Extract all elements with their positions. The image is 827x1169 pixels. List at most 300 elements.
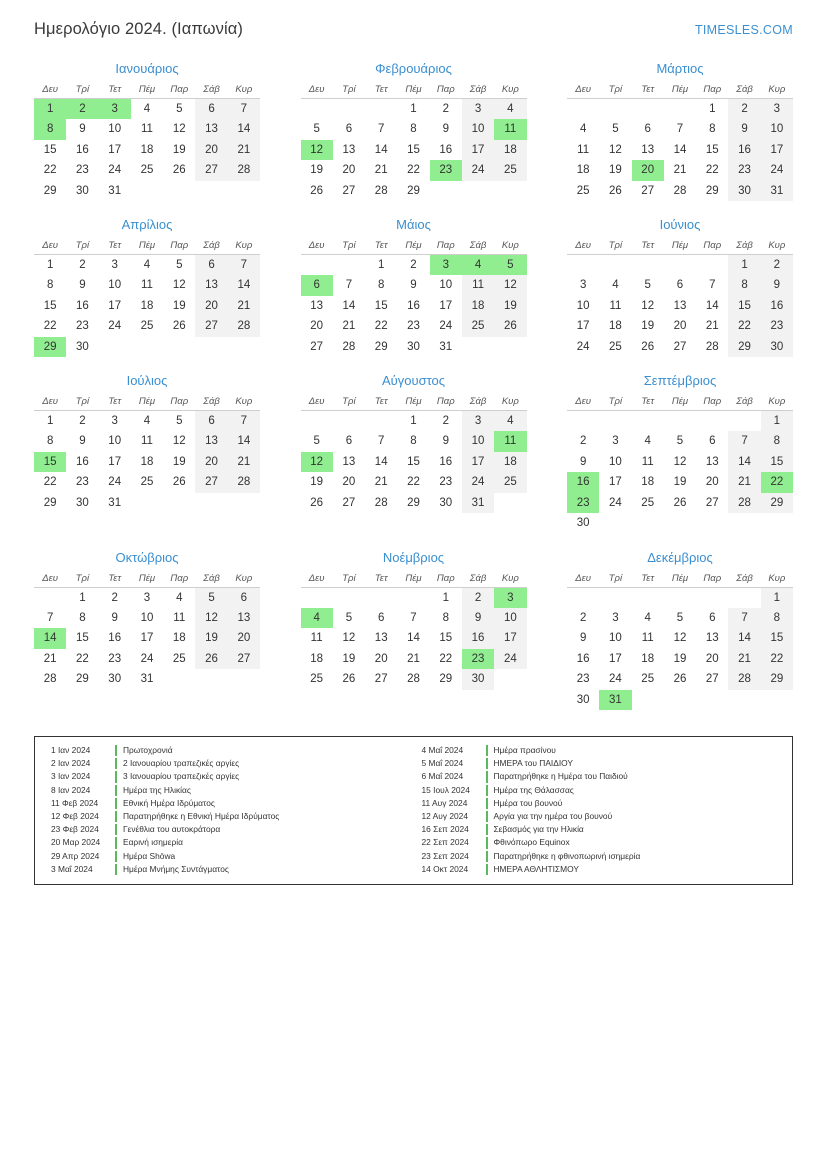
day-cell[interactable]: 24	[576, 340, 590, 353]
day-cell[interactable]: 11	[141, 123, 153, 136]
day-cell[interactable]: 4	[579, 123, 587, 136]
day-cell[interactable]: 9	[111, 611, 118, 624]
day-cell[interactable]: 20	[195, 452, 227, 473]
day-cell[interactable]: 10	[609, 632, 622, 645]
day-cell[interactable]: 9	[79, 435, 86, 448]
day-cell[interactable]: 8	[761, 431, 793, 452]
day-cell[interactable]: 28	[705, 340, 719, 353]
day-cell[interactable]: 4	[176, 591, 183, 604]
day-cell[interactable]: 7	[378, 435, 385, 448]
day-cell[interactable]: 20	[673, 320, 687, 333]
day-cell[interactable]: 7	[228, 99, 260, 120]
day-cell[interactable]: 27	[705, 496, 719, 509]
day-cell[interactable]: 29	[761, 493, 793, 514]
day-cell[interactable]: 12	[609, 143, 622, 156]
day-cell[interactable]: 27	[228, 649, 260, 670]
day-cell[interactable]: 21	[407, 652, 420, 665]
day-cell[interactable]: 14	[342, 299, 356, 312]
day-cell[interactable]: 21	[228, 452, 260, 473]
day-cell[interactable]: 19	[342, 652, 356, 665]
day-cell[interactable]: 22	[705, 164, 719, 177]
day-cell[interactable]: 30	[576, 517, 590, 530]
day-cell[interactable]: 2	[462, 587, 494, 608]
day-cell[interactable]: 4	[612, 279, 619, 292]
day-cell[interactable]: 13	[310, 299, 324, 312]
day-cell[interactable]: 12	[342, 632, 356, 645]
day-cell[interactable]: 29	[76, 673, 89, 686]
day-cell[interactable]: 16	[439, 143, 453, 156]
day-cell[interactable]: 18	[494, 452, 526, 473]
day-cell[interactable]: 5	[644, 279, 651, 292]
day-cell[interactable]: 14	[228, 119, 260, 140]
day-cell[interactable]: 25	[609, 340, 622, 353]
day-cell[interactable]: 6	[195, 411, 227, 432]
day-cell[interactable]: 15	[34, 452, 66, 473]
day-cell[interactable]: 1	[761, 587, 793, 608]
day-cell[interactable]: 30	[439, 496, 453, 509]
day-cell[interactable]: 25	[462, 316, 494, 337]
day-cell[interactable]: 8	[410, 435, 417, 448]
day-cell[interactable]: 22	[439, 652, 453, 665]
day-cell[interactable]: 15	[407, 455, 420, 468]
day-cell[interactable]: 3	[462, 99, 494, 120]
day-cell[interactable]: 11	[310, 632, 323, 645]
day-cell[interactable]: 23	[430, 160, 462, 181]
site-brand[interactable]: TIMESLES.COM	[694, 23, 793, 37]
day-cell[interactable]: 19	[172, 455, 186, 468]
day-cell[interactable]: 15	[43, 143, 57, 156]
day-cell[interactable]: 21	[228, 296, 260, 317]
day-cell[interactable]: 17	[609, 476, 622, 489]
day-cell[interactable]: 9	[579, 455, 587, 468]
day-cell[interactable]: 15	[374, 299, 388, 312]
day-cell[interactable]: 19	[641, 320, 655, 333]
day-cell[interactable]: 29	[407, 496, 420, 509]
day-cell[interactable]: 15	[43, 299, 57, 312]
day-cell[interactable]: 11	[141, 435, 153, 448]
day-cell[interactable]: 30	[761, 337, 793, 358]
day-cell[interactable]: 25	[172, 652, 186, 665]
day-cell[interactable]: 10	[108, 279, 122, 292]
day-cell[interactable]: 17	[462, 140, 494, 161]
day-cell[interactable]: 7	[228, 411, 260, 432]
day-cell[interactable]: 20	[705, 652, 719, 665]
day-cell[interactable]: 8	[410, 123, 417, 136]
day-cell[interactable]: 30	[462, 669, 494, 690]
day-cell[interactable]: 18	[462, 296, 494, 317]
day-cell[interactable]: 12	[172, 279, 186, 292]
day-cell[interactable]: 24	[494, 649, 526, 670]
day-cell[interactable]: 14	[228, 431, 260, 452]
day-cell[interactable]: 2	[442, 415, 449, 427]
day-cell[interactable]: 9	[79, 123, 86, 136]
day-cell[interactable]: 14	[374, 455, 388, 468]
day-cell[interactable]: 18	[140, 455, 154, 468]
day-cell[interactable]: 13	[705, 632, 719, 645]
day-cell[interactable]: 17	[108, 143, 122, 156]
day-cell[interactable]: 28	[228, 316, 260, 337]
day-cell[interactable]: 13	[342, 143, 356, 156]
day-cell[interactable]: 27	[374, 673, 388, 686]
day-cell[interactable]: 18	[641, 476, 655, 489]
day-cell[interactable]: 30	[728, 181, 760, 202]
day-cell[interactable]: 29	[407, 184, 420, 197]
day-cell[interactable]: 31	[108, 184, 122, 197]
day-cell[interactable]: 23	[439, 476, 453, 489]
day-cell[interactable]: 13	[374, 632, 388, 645]
day-cell[interactable]: 18	[609, 320, 622, 333]
day-cell[interactable]: 11	[494, 119, 526, 140]
day-cell[interactable]: 23	[567, 493, 599, 514]
day-cell[interactable]: 15	[728, 296, 760, 317]
day-cell[interactable]: 16	[567, 472, 599, 493]
day-cell[interactable]: 7	[676, 123, 684, 136]
day-cell[interactable]: 25	[140, 320, 154, 333]
day-cell[interactable]: 10	[609, 455, 622, 468]
day-cell[interactable]: 18	[310, 652, 324, 665]
day-cell[interactable]: 14	[407, 632, 420, 645]
day-cell[interactable]: 28	[43, 673, 57, 686]
day-cell[interactable]: 4	[494, 411, 526, 432]
day-cell[interactable]: 22	[407, 476, 420, 489]
day-cell[interactable]: 20	[195, 296, 227, 317]
day-cell[interactable]: 26	[609, 184, 622, 197]
day-cell[interactable]: 27	[310, 340, 324, 353]
day-cell[interactable]: 24	[462, 160, 494, 181]
day-cell[interactable]: 31	[761, 181, 793, 202]
day-cell[interactable]: 8	[46, 279, 54, 292]
day-cell[interactable]: 16	[439, 455, 453, 468]
day-cell[interactable]: 12	[641, 299, 655, 312]
day-cell[interactable]: 21	[673, 164, 687, 177]
day-cell[interactable]: 6	[195, 99, 227, 120]
day-cell[interactable]: 1	[442, 591, 449, 604]
day-cell[interactable]: 22	[43, 476, 57, 489]
day-cell[interactable]: 12	[195, 608, 227, 629]
day-cell[interactable]: 13	[195, 119, 227, 140]
day-cell[interactable]: 28	[342, 340, 356, 353]
day-cell[interactable]: 27	[195, 316, 227, 337]
day-cell[interactable]: 9	[442, 435, 449, 448]
day-cell[interactable]: 5	[176, 259, 183, 271]
day-cell[interactable]: 6	[228, 587, 260, 608]
day-cell[interactable]: 1	[410, 415, 417, 427]
day-cell[interactable]: 6	[709, 435, 716, 448]
day-cell[interactable]: 30	[576, 693, 590, 706]
day-cell[interactable]: 31	[599, 690, 631, 711]
day-cell[interactable]: 20	[342, 164, 356, 177]
day-cell[interactable]: 27	[195, 160, 227, 181]
day-cell[interactable]: 5	[612, 123, 619, 136]
day-cell[interactable]: 20	[705, 476, 719, 489]
day-cell[interactable]: 13	[195, 431, 227, 452]
day-cell[interactable]: 16	[108, 632, 122, 645]
day-cell[interactable]: 24	[609, 673, 622, 686]
day-cell[interactable]: 1	[378, 259, 385, 271]
day-cell[interactable]: 5	[313, 435, 320, 448]
day-cell[interactable]: 4	[644, 435, 651, 448]
day-cell[interactable]: 29	[761, 669, 793, 690]
day-cell[interactable]: 6	[345, 435, 353, 448]
day-cell[interactable]: 3	[143, 591, 151, 604]
day-cell[interactable]: 23	[76, 164, 89, 177]
day-cell[interactable]: 15	[761, 452, 793, 473]
day-cell[interactable]: 14	[673, 143, 687, 156]
day-cell[interactable]: 23	[108, 652, 122, 665]
day-cell[interactable]: 22	[761, 472, 793, 493]
day-cell[interactable]: 5	[176, 415, 183, 427]
day-cell[interactable]: 7	[46, 611, 54, 624]
day-cell[interactable]: 30	[76, 496, 89, 509]
day-cell[interactable]: 8	[34, 119, 66, 140]
day-cell[interactable]: 6	[676, 279, 684, 292]
day-cell[interactable]: 10	[439, 279, 453, 292]
day-cell[interactable]: 25	[494, 472, 526, 493]
day-cell[interactable]: 1	[728, 255, 760, 276]
day-cell[interactable]: 18	[641, 652, 655, 665]
day-cell[interactable]: 7	[728, 608, 760, 629]
day-cell[interactable]: 16	[576, 652, 590, 665]
day-cell[interactable]: 26	[310, 184, 324, 197]
day-cell[interactable]: 18	[494, 140, 526, 161]
day-cell[interactable]: 12	[172, 123, 186, 136]
day-cell[interactable]: 2	[410, 259, 417, 271]
day-cell[interactable]: 3	[462, 411, 494, 432]
day-cell[interactable]: 5	[345, 611, 353, 624]
day-cell[interactable]: 27	[342, 184, 356, 197]
day-cell[interactable]: 1	[46, 415, 54, 427]
day-cell[interactable]: 29	[728, 337, 760, 358]
day-cell[interactable]: 16	[407, 299, 420, 312]
day-cell[interactable]: 16	[728, 140, 760, 161]
day-cell[interactable]: 10	[576, 299, 590, 312]
day-cell[interactable]: 24	[108, 164, 122, 177]
day-cell[interactable]: 24	[761, 160, 793, 181]
day-cell[interactable]: 25	[576, 184, 590, 197]
day-cell[interactable]: 17	[576, 320, 590, 333]
day-cell[interactable]: 8	[728, 275, 760, 296]
day-cell[interactable]: 2	[728, 99, 760, 120]
day-cell[interactable]: 22	[43, 320, 57, 333]
day-cell[interactable]: 21	[374, 476, 388, 489]
day-cell[interactable]: 3	[99, 99, 131, 120]
day-cell[interactable]: 18	[576, 164, 590, 177]
day-cell[interactable]: 19	[609, 164, 622, 177]
day-cell[interactable]: 6	[345, 123, 353, 136]
day-cell[interactable]: 20	[195, 140, 227, 161]
day-cell[interactable]: 5	[676, 435, 684, 448]
day-cell[interactable]: 4	[143, 415, 151, 427]
day-cell[interactable]: 12	[301, 452, 333, 473]
day-cell[interactable]: 31	[108, 496, 122, 509]
day-cell[interactable]: 24	[108, 476, 122, 489]
day-cell[interactable]: 10	[462, 119, 494, 140]
day-cell[interactable]: 17	[439, 299, 453, 312]
day-cell[interactable]: 22	[761, 649, 793, 670]
day-cell[interactable]: 10	[108, 123, 122, 136]
day-cell[interactable]: 4	[462, 255, 494, 276]
day-cell[interactable]: 8	[442, 611, 449, 624]
day-cell[interactable]: 26	[172, 476, 186, 489]
day-cell[interactable]: 5	[676, 611, 684, 624]
day-cell[interactable]: 21	[705, 320, 719, 333]
day-cell[interactable]: 2	[579, 611, 587, 624]
day-cell[interactable]: 27	[342, 496, 356, 509]
day-cell[interactable]: 20	[228, 628, 260, 649]
day-cell[interactable]: 10	[108, 435, 122, 448]
day-cell[interactable]: 19	[673, 476, 687, 489]
day-cell[interactable]: 24	[462, 472, 494, 493]
day-cell[interactable]: 30	[108, 673, 122, 686]
day-cell[interactable]: 1	[34, 99, 66, 120]
day-cell[interactable]: 16	[462, 628, 494, 649]
day-cell[interactable]: 5	[195, 587, 227, 608]
day-cell[interactable]: 26	[172, 164, 186, 177]
day-cell[interactable]: 19	[172, 143, 186, 156]
day-cell[interactable]: 25	[310, 673, 324, 686]
day-cell[interactable]: 26	[342, 673, 356, 686]
day-cell[interactable]: 18	[140, 299, 154, 312]
day-cell[interactable]: 24	[609, 496, 622, 509]
day-cell[interactable]: 4	[494, 99, 526, 120]
day-cell[interactable]: 28	[374, 184, 388, 197]
day-cell[interactable]: 18	[172, 632, 186, 645]
day-cell[interactable]: 19	[172, 299, 186, 312]
day-cell[interactable]: 19	[673, 652, 687, 665]
day-cell[interactable]: 29	[374, 340, 388, 353]
day-cell[interactable]: 15	[407, 143, 420, 156]
day-cell[interactable]: 7	[345, 279, 353, 292]
day-cell[interactable]: 23	[761, 316, 793, 337]
day-cell[interactable]: 12	[301, 140, 333, 161]
day-cell[interactable]: 21	[374, 164, 388, 177]
day-cell[interactable]: 26	[673, 496, 687, 509]
day-cell[interactable]: 15	[76, 632, 89, 645]
day-cell[interactable]: 16	[76, 299, 89, 312]
day-cell[interactable]: 11	[462, 275, 494, 296]
day-cell[interactable]: 27	[673, 340, 687, 353]
day-cell[interactable]: 11	[641, 455, 654, 468]
day-cell[interactable]: 23	[76, 320, 89, 333]
day-cell[interactable]: 14	[374, 143, 388, 156]
day-cell[interactable]: 23	[407, 320, 420, 333]
day-cell[interactable]: 1	[761, 411, 793, 432]
day-cell[interactable]: 17	[761, 140, 793, 161]
day-cell[interactable]: 4	[301, 608, 333, 629]
day-cell[interactable]: 25	[641, 496, 655, 509]
day-cell[interactable]: 7	[410, 611, 417, 624]
day-cell[interactable]: 21	[228, 140, 260, 161]
day-cell[interactable]: 20	[632, 160, 664, 181]
day-cell[interactable]: 9	[79, 279, 86, 292]
day-cell[interactable]: 2	[111, 591, 118, 604]
day-cell[interactable]: 21	[728, 472, 760, 493]
day-cell[interactable]: 7	[378, 123, 385, 136]
day-cell[interactable]: 13	[705, 455, 719, 468]
day-cell[interactable]: 20	[374, 652, 388, 665]
day-cell[interactable]: 3	[761, 99, 793, 120]
day-cell[interactable]: 9	[410, 279, 417, 292]
day-cell[interactable]: 17	[494, 628, 526, 649]
day-cell[interactable]: 6	[709, 611, 716, 624]
day-cell[interactable]: 25	[641, 673, 655, 686]
day-cell[interactable]: 29	[34, 337, 66, 358]
day-cell[interactable]: 11	[173, 611, 186, 624]
day-cell[interactable]: 13	[641, 143, 655, 156]
day-cell[interactable]: 5	[176, 103, 183, 115]
day-cell[interactable]: 26	[310, 496, 324, 509]
day-cell[interactable]: 29	[43, 496, 57, 509]
day-cell[interactable]: 22	[43, 164, 57, 177]
day-cell[interactable]: 14	[705, 299, 719, 312]
day-cell[interactable]: 25	[140, 164, 154, 177]
day-cell[interactable]: 7	[228, 255, 260, 276]
day-cell[interactable]: 25	[140, 476, 154, 489]
day-cell[interactable]: 31	[462, 493, 494, 514]
day-cell[interactable]: 6	[195, 255, 227, 276]
day-cell[interactable]: 23	[76, 476, 89, 489]
day-cell[interactable]: 2	[442, 103, 449, 115]
day-cell[interactable]: 2	[79, 415, 86, 427]
day-cell[interactable]: 2	[761, 255, 793, 276]
day-cell[interactable]: 17	[140, 632, 154, 645]
day-cell[interactable]: 12	[673, 632, 687, 645]
day-cell[interactable]: 27	[195, 472, 227, 493]
day-cell[interactable]: 14	[728, 628, 760, 649]
day-cell[interactable]: 28	[728, 493, 760, 514]
day-cell[interactable]: 1	[79, 591, 86, 604]
day-cell[interactable]: 13	[342, 455, 356, 468]
day-cell[interactable]: 28	[407, 673, 420, 686]
day-cell[interactable]: 22	[76, 652, 89, 665]
day-cell[interactable]: 23	[728, 160, 760, 181]
day-cell[interactable]: 11	[641, 632, 654, 645]
day-cell[interactable]: 25	[494, 160, 526, 181]
day-cell[interactable]: 29	[43, 184, 57, 197]
day-cell[interactable]: 24	[439, 320, 453, 333]
day-cell[interactable]: 19	[494, 296, 526, 317]
day-cell[interactable]: 22	[407, 164, 420, 177]
day-cell[interactable]: 17	[609, 652, 622, 665]
day-cell[interactable]: 28	[673, 184, 687, 197]
day-cell[interactable]: 7	[709, 279, 716, 292]
day-cell[interactable]: 12	[172, 435, 186, 448]
day-cell[interactable]: 27	[641, 184, 655, 197]
day-cell[interactable]: 5	[494, 255, 526, 276]
day-cell[interactable]: 19	[310, 164, 324, 177]
day-cell[interactable]: 14	[728, 452, 760, 473]
day-cell[interactable]: 1	[410, 103, 417, 115]
day-cell[interactable]: 8	[79, 611, 86, 624]
day-cell[interactable]: 16	[76, 455, 89, 468]
day-cell[interactable]: 3	[430, 255, 462, 276]
day-cell[interactable]: 21	[43, 652, 57, 665]
day-cell[interactable]: 9	[442, 123, 449, 136]
day-cell[interactable]: 23	[462, 649, 494, 670]
day-cell[interactable]: 15	[705, 143, 719, 156]
day-cell[interactable]: 26	[195, 649, 227, 670]
day-cell[interactable]: 11	[141, 279, 153, 292]
day-cell[interactable]: 22	[728, 316, 760, 337]
day-cell[interactable]: 6	[378, 611, 385, 624]
day-cell[interactable]: 30	[76, 184, 89, 197]
day-cell[interactable]: 3	[612, 611, 619, 624]
day-cell[interactable]: 12	[673, 455, 687, 468]
day-cell[interactable]: 3	[579, 279, 587, 292]
day-cell[interactable]: 9	[761, 275, 793, 296]
day-cell[interactable]: 8	[378, 279, 385, 292]
day-cell[interactable]: 27	[705, 673, 719, 686]
